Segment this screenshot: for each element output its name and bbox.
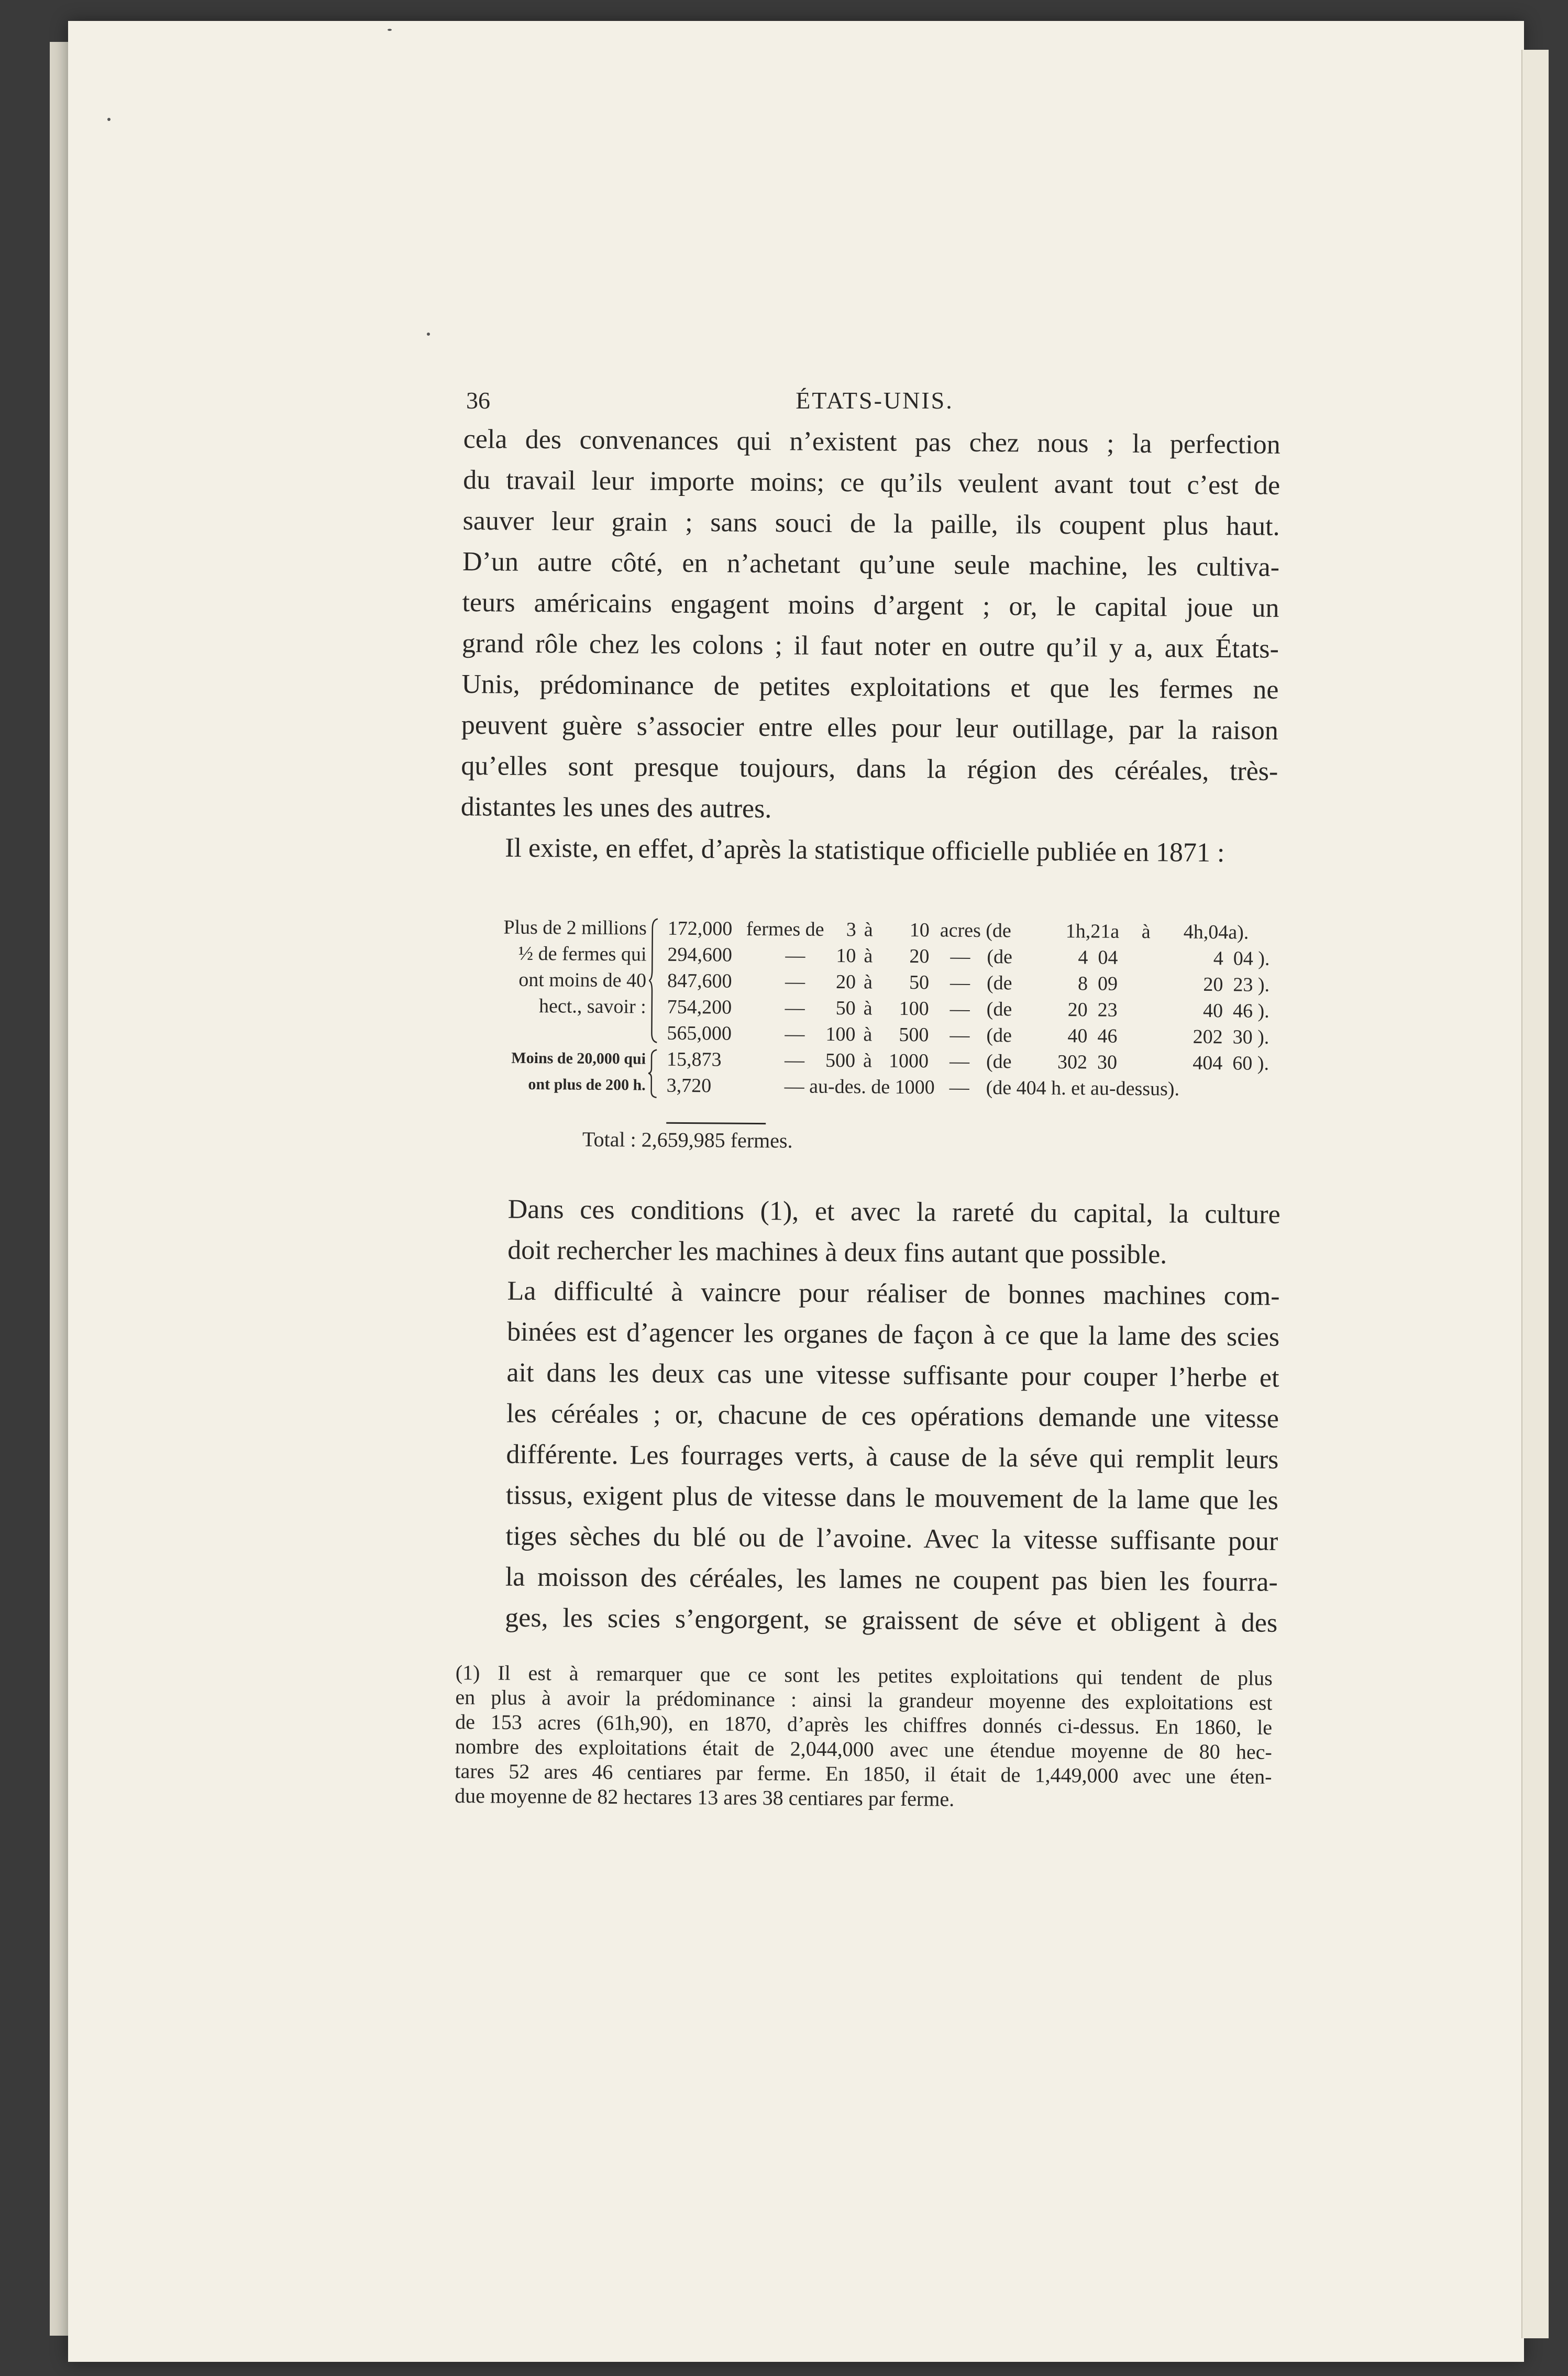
acres-from: 20: [835, 971, 856, 993]
hectares-to: 202 30 ).: [1192, 1025, 1269, 1048]
row-de: (de: [987, 946, 1013, 968]
acres-to: 10: [909, 919, 930, 942]
ditto-dash: —: [949, 1076, 969, 1099]
stats-row: [667, 968, 1285, 998]
text-line: ges, les scies s’engorgent, se graissent de séve et obligent à des: [505, 1603, 1278, 1638]
page-number: 36: [466, 387, 490, 414]
paragraph-4: [460, 1270, 1280, 1644]
hectares-to: 20 23 ).: [1203, 973, 1270, 996]
paper-speck: [388, 29, 392, 31]
text-line: teurs américains engagent moins d’argent ; or, le capital joue un: [462, 587, 1279, 623]
group1-label-line: Plus de 2 millions: [503, 916, 647, 940]
text-line: peuvent guère s’associer entre elles pour leur outillage, par la raison: [461, 710, 1279, 746]
range-word: à: [863, 971, 873, 993]
body-text-bottom: [460, 1189, 1280, 1644]
range-word: à: [863, 1049, 873, 1072]
acres-to: 20: [909, 945, 930, 968]
body-text-top: [460, 419, 1280, 874]
paragraph-1: [461, 419, 1280, 833]
hectares-from: 1h,21a: [1065, 920, 1120, 943]
text-line: différente. Les fourrages verts, à cause de la séve qui remplit leurs: [506, 1439, 1279, 1475]
total-rule: [666, 1122, 766, 1124]
curly-brace-group2: [648, 1049, 659, 1099]
ditto-dash: —: [785, 944, 805, 967]
farm-count: 754,200: [667, 996, 732, 1019]
acres-to: 500: [899, 1023, 929, 1046]
stats-row: [668, 915, 1286, 946]
row-de: (de: [986, 1051, 1012, 1073]
text-line: tissus, exigent plus de vitesse dans le mouvement de la lame que les: [505, 1480, 1279, 1516]
paper-speck: [107, 118, 111, 121]
text-line: tiges sèches du blé ou de l’avoine. Avec la vitesse suffisante pour: [505, 1521, 1278, 1556]
row-label: fermes de: [746, 918, 824, 941]
acres-from: 100: [825, 1023, 856, 1046]
footnote-line: tares 52 ares 46 centiares par ferme. En 1850, il était de 1,449,000 avec une éten-: [455, 1759, 1272, 1788]
acres-from: 10: [836, 945, 856, 967]
hectares-from: 302 30: [1057, 1051, 1118, 1074]
page-header: [466, 386, 1283, 423]
stats-row: [667, 994, 1285, 1024]
ditto-dash: —: [785, 1023, 805, 1045]
farm-statistics-table: [457, 914, 1286, 1171]
text-line: la moisson des céréales, les lames ne coupent pas bien les fourra-: [505, 1562, 1278, 1597]
footnote-line: nombre des exploitations était de 2,044,000 avec une étendue moyenne de 80 hec-: [455, 1734, 1272, 1764]
group1-label-line: hect., savoir :: [538, 995, 646, 1018]
text-line: grand rôle chez les colons ; il faut noter en outre qu’il y a, aux États-: [461, 628, 1279, 664]
acres-to: 1000: [888, 1049, 929, 1073]
page-right-edge: [1521, 50, 1549, 2338]
farm-count: 565,000: [667, 1022, 732, 1045]
footnote: [455, 1660, 1273, 1814]
range-word: à: [864, 919, 873, 941]
ditto-dash: —: [785, 970, 805, 993]
acres-from: 500: [825, 1049, 856, 1072]
paper-speck: [427, 333, 430, 336]
farm-count: 3,720: [666, 1074, 712, 1097]
acres-to: 100: [899, 997, 929, 1020]
group2-label-line: Moins de 20,000 qui: [511, 1049, 646, 1068]
ditto-dash: —: [949, 998, 970, 1020]
hectares-to: 4 04 ).: [1213, 947, 1270, 970]
range-word: à: [1141, 921, 1151, 943]
text-line: cela des convenances qui n’existent pas chez nous ; la perfection: [463, 424, 1280, 460]
paragraph-2: [460, 827, 1278, 874]
stats-row: [667, 1046, 1285, 1077]
group1-label-line: ont moins de 40: [518, 968, 647, 992]
row-de: (de: [986, 1024, 1012, 1047]
row-de: (de: [986, 972, 1012, 994]
stats-row: [667, 942, 1285, 972]
stats-row: [667, 1073, 1285, 1103]
farm-count: 847,600: [667, 969, 732, 992]
text-line: du travail leur importe moins; ce qu’ils veulent avant tout c’est de: [462, 465, 1280, 501]
hectares-to: 404 60 ).: [1192, 1052, 1269, 1075]
row-de: (de 404 h. et au-dessus).: [986, 1077, 1180, 1100]
group2-label-line: ont plus de 200 h.: [528, 1075, 646, 1094]
hectares-from: 4 04: [1078, 946, 1118, 969]
range-word: à: [863, 997, 873, 1020]
text-line: ait dans les deux cas une vitesse suffisante pour couper l’herbe et: [506, 1357, 1279, 1393]
text-line: D’un autre côté, en n’achetant qu’une seule machine, les cultiva-: [462, 546, 1280, 582]
stats-row: [667, 1020, 1285, 1051]
hectares-from: 40 46: [1067, 1025, 1118, 1047]
row-label: — au-des. de 1000: [784, 1075, 935, 1099]
group1-label-line: ½ de fermes qui: [518, 942, 647, 966]
text-line: sauver leur grain ; sans souci de la paille, ils coupent plus haut.: [462, 505, 1280, 541]
text-line: La difficulté à vaincre pour réaliser de bonnes machines com-: [507, 1276, 1280, 1311]
hectares-from: 20 23: [1067, 999, 1118, 1021]
hectares-from: 8 09: [1077, 972, 1118, 995]
curly-brace-group1: [648, 918, 660, 1044]
footnote-line: de 153 acres (61h,90), en 1870, d’après les chiffres donnés ci-dessus. En 1860, le: [455, 1709, 1273, 1739]
ditto-dash: —: [949, 971, 970, 994]
text-line: distantes les unes des autres.: [460, 791, 772, 824]
ditto-dash: —: [950, 945, 970, 968]
text-line: doit rechercher les machines à deux fins autant que possible.: [507, 1235, 1167, 1270]
text-line: Unis, prédominance de petites exploitations et que les fermes ne: [461, 669, 1279, 705]
text-line: Dans ces conditions (1), et avec la rareté du capital, la culture: [507, 1194, 1280, 1230]
row-de: (de: [986, 998, 1012, 1021]
acres-from: 3: [846, 919, 856, 941]
total-line: Total : 2,659,985 fermes.: [582, 1127, 793, 1153]
hectares-to: 40 46 ).: [1202, 999, 1269, 1022]
ditto-dash: —: [949, 1050, 970, 1073]
text-line: Il existe, en effet, d’après la statistique officielle publiée en 1871 :: [505, 833, 1225, 868]
text-line: les céréales ; or, chacune de ces opérations demande une vitesse: [506, 1398, 1279, 1434]
range-word: à: [863, 1023, 873, 1046]
ditto-dash: —: [785, 997, 805, 1019]
ditto-dash: —: [784, 1049, 805, 1071]
hectares-to: 4h,04a).: [1183, 921, 1249, 944]
acres-to: 50: [909, 971, 930, 994]
footnote-line: due moyenne de 82 hectares 13 ares 38 centiares par ferme.: [455, 1783, 955, 1811]
farm-count: 294,600: [667, 943, 733, 966]
farm-count: 172,000: [667, 917, 733, 940]
acres-from: 50: [835, 997, 856, 1020]
text-line: binées est d’agencer les organes de façon à ce que la lame des scies: [506, 1317, 1280, 1352]
running-title: ÉTATS-UNIS.: [796, 387, 954, 414]
footnote-line: (1) Il est à remarquer que ce sont les petites exploitations qui tendent de plus: [455, 1661, 1273, 1690]
farm-count: 15,873: [666, 1048, 722, 1071]
paragraph-3: [463, 1189, 1280, 1276]
text-line: qu’elles sont presque toujours, dans la région des céréales, très-: [461, 750, 1278, 787]
range-word: à: [864, 945, 873, 967]
ditto-dash: —: [949, 1024, 970, 1046]
row-tail: acres (de: [940, 919, 1012, 942]
footnote-line: en plus à avoir la prédominance : ainsi la grandeur moyenne des exploitations est: [455, 1685, 1273, 1715]
